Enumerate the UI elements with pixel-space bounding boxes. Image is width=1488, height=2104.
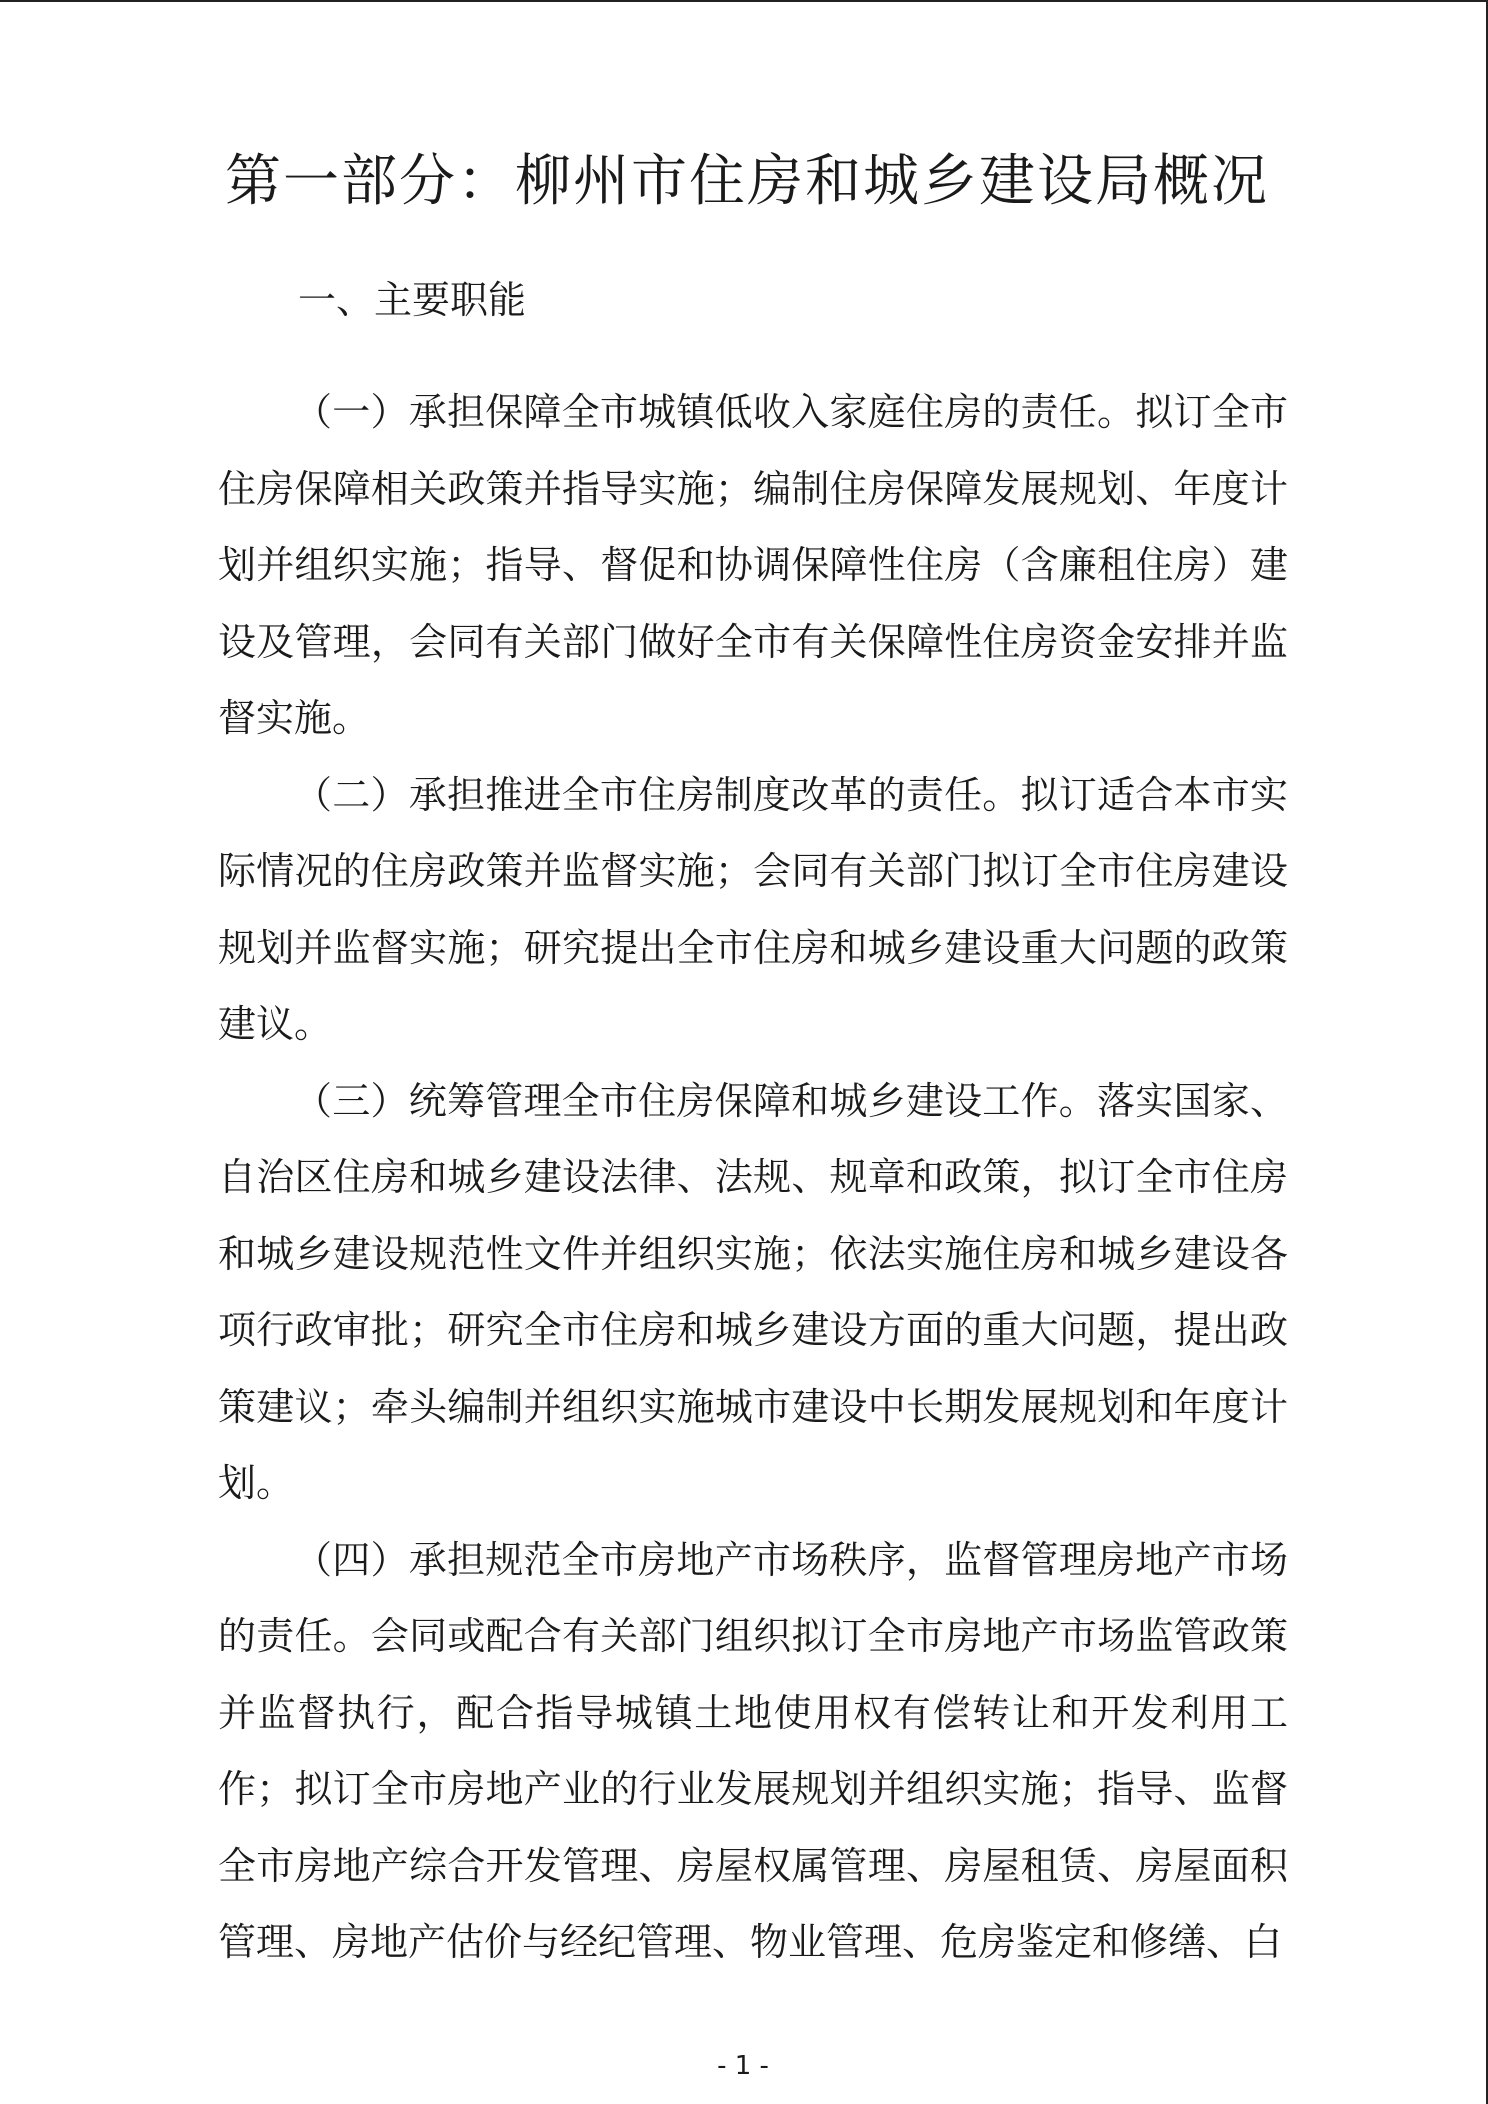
section-heading: 一、主要职能 (298, 278, 527, 322)
paragraph-3: （三）统筹管理全市住房保障和城乡建设工作。落实国家、自治区住房和城乡建设法律、法规、规章和政策，拟订全市住房和城乡建设规范性文件并组织实施；依法实施住房和城乡建设各项行政审批；研究全市住房和城乡建设方面的重大问题，提出政策建议；牵头编制并组织实施城市建设中长期发展规划和年度计划。 (218, 1078, 1288, 1505)
page-number: - 1 - (717, 2051, 769, 2081)
document-title: 第一部分：柳州市住房和城乡建设局概况 (225, 149, 1269, 214)
paragraph-1: （一）承担保障全市城镇低收入家庭住房的责任。拟订全市住房保障相关政策并指导实施；编制住房保障发展规划、年度计划并组织实施；指导、督促和协调保障性住房（含廉租住房）建设及管理，会同有关部门做好全市有关保障性住房资金安排并监督实施。 (218, 390, 1288, 740)
paragraph-4: （四）承担规范全市房地产市场秩序，监督管理房地产市场的责任。会同或配合有关部门组织拟订全市房地产市场监管政策并监督执行，配合指导城镇土地使用权有偿转让和开发利用工作；拟订全市房地产业的行业发展规划并组织实施；指导、监督全市房地产综合开发管理、房屋权属管理、房屋租赁、房屋面积管理、房地产估价与经纪管理、物业管理、危房鉴定和修缮、白 (218, 1537, 1288, 1964)
document-body (218, 374, 1288, 1981)
paragraph-2: （二）承担推进全市住房制度改革的责任。拟订适合本市实际情况的住房政策并监督实施；会同有关部门拟订全市住房建设规划并监督实施；研究提出全市住房和城乡建设重大问题的政策建议。 (218, 772, 1288, 1046)
